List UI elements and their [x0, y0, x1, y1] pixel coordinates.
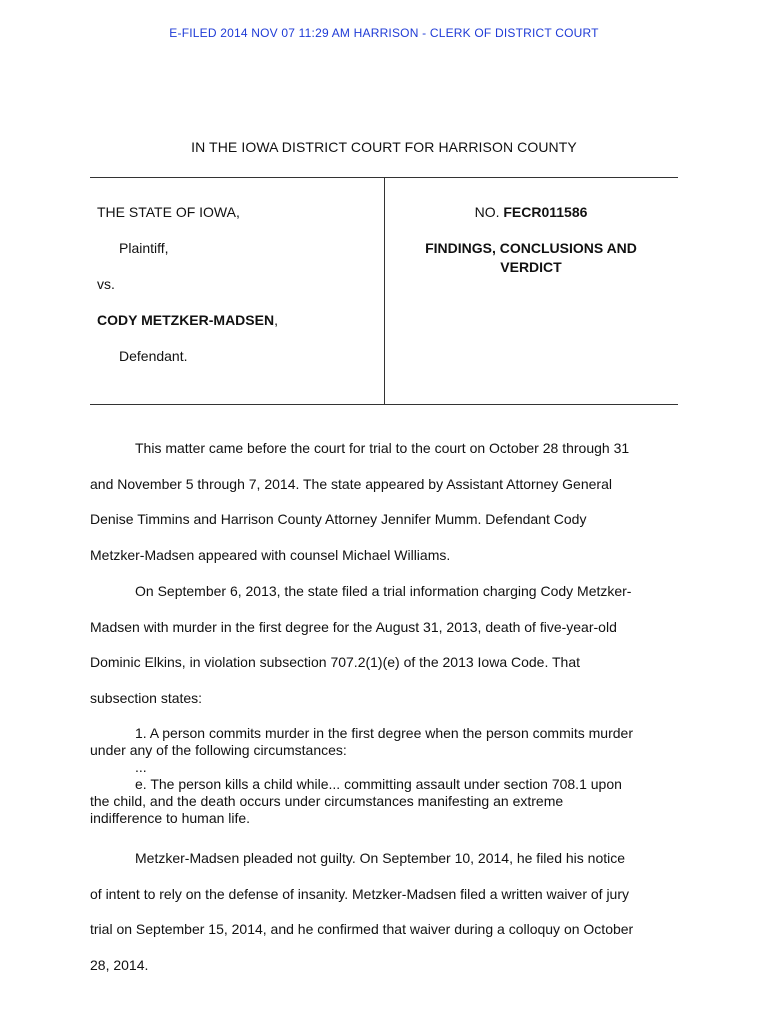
paragraph-line: Dominic Elkins, in violation subsection 707.2(1)(e) of the 2013 Iowa Code. That	[90, 654, 581, 671]
paragraph-line	[90, 841, 678, 877]
case-number-value: FECR011586	[503, 204, 588, 220]
defendant-role: Defendant.	[119, 348, 188, 364]
paragraph-line	[90, 574, 678, 610]
paragraph-line: and November 5 through 7, 2014. The state appeared by Assistant Attorney General	[90, 475, 612, 492]
efiled-stamp: E-FILED 2014 NOV 07 11:29 AM HARRISON - CLERK OF DISTRICT COURT	[169, 26, 599, 40]
quote-line-text: 1. A person commits murder in the first degree when the person commits murder	[135, 725, 633, 741]
paragraph-trial-appearance	[90, 431, 678, 573]
paragraph-line-text: Metzker-Madsen pleaded not guilty. On September 10, 2014, he filed his notice	[135, 850, 626, 866]
paragraph-plea-and-waiver	[90, 841, 678, 983]
versus-label: vs.	[97, 276, 115, 292]
paragraph-line: 28, 2014.	[90, 956, 149, 973]
paragraph-line: of intent to rely on the defense of insanity. Metzker-Madsen filed a written waiver of jury	[90, 885, 629, 902]
court-title: IN THE IOWA DISTRICT COURT FOR HARRISON COUNTY	[191, 139, 577, 155]
document-title	[384, 239, 678, 277]
defendant-comma: ,	[274, 312, 278, 328]
quote-line: under any of the following circumstances:	[90, 742, 347, 758]
paragraph-line-text: On September 6, 2013, the state filed a trial information charging Cody Metzker-	[135, 583, 632, 599]
case-caption	[90, 177, 678, 405]
paragraph-line: trial on September 15, 2014, and he confirmed that waiver during a colloquy on October	[90, 921, 634, 938]
defendant-name: CODY METZKER-MADSEN	[97, 312, 275, 328]
case-number-label: NO.	[474, 204, 504, 220]
paragraph-line-text: This matter came before the court for trial to the court on October 28 through 31	[135, 440, 630, 456]
paragraph-trial-information	[90, 574, 678, 716]
quote-line: indifference to human life.	[90, 810, 251, 826]
quote-line: the child, and the death occurs under circumstances manifesting an extreme	[90, 793, 564, 809]
case-number	[384, 204, 678, 220]
quote-line	[90, 776, 678, 793]
plaintiff-name: THE STATE OF IOWA,	[97, 204, 240, 220]
paragraph-line: subsection states:	[90, 689, 203, 706]
paragraph-line	[90, 431, 678, 467]
statute-quote	[90, 725, 678, 827]
paragraph-line: Denise Timmins and Harrison County Attorney Jennifer Mumm. Defendant Cody	[90, 511, 587, 528]
paragraph-line: Madsen with murder in the first degree for the August 31, 2013, death of five-year-old	[90, 618, 617, 635]
document-title-line1: FINDINGS, CONCLUSIONS AND	[425, 240, 637, 256]
quote-line-text: e. The person kills a child while... committing assault under section 708.1 upon	[135, 776, 622, 792]
document-title-line2: VERDICT	[500, 259, 562, 275]
defendant-line	[97, 312, 278, 328]
quote-line: ...	[135, 759, 147, 775]
quote-line	[90, 725, 678, 742]
paragraph-line: Metzker-Madsen appeared with counsel Michael Williams.	[90, 546, 451, 563]
plaintiff-role: Plaintiff,	[119, 240, 169, 256]
